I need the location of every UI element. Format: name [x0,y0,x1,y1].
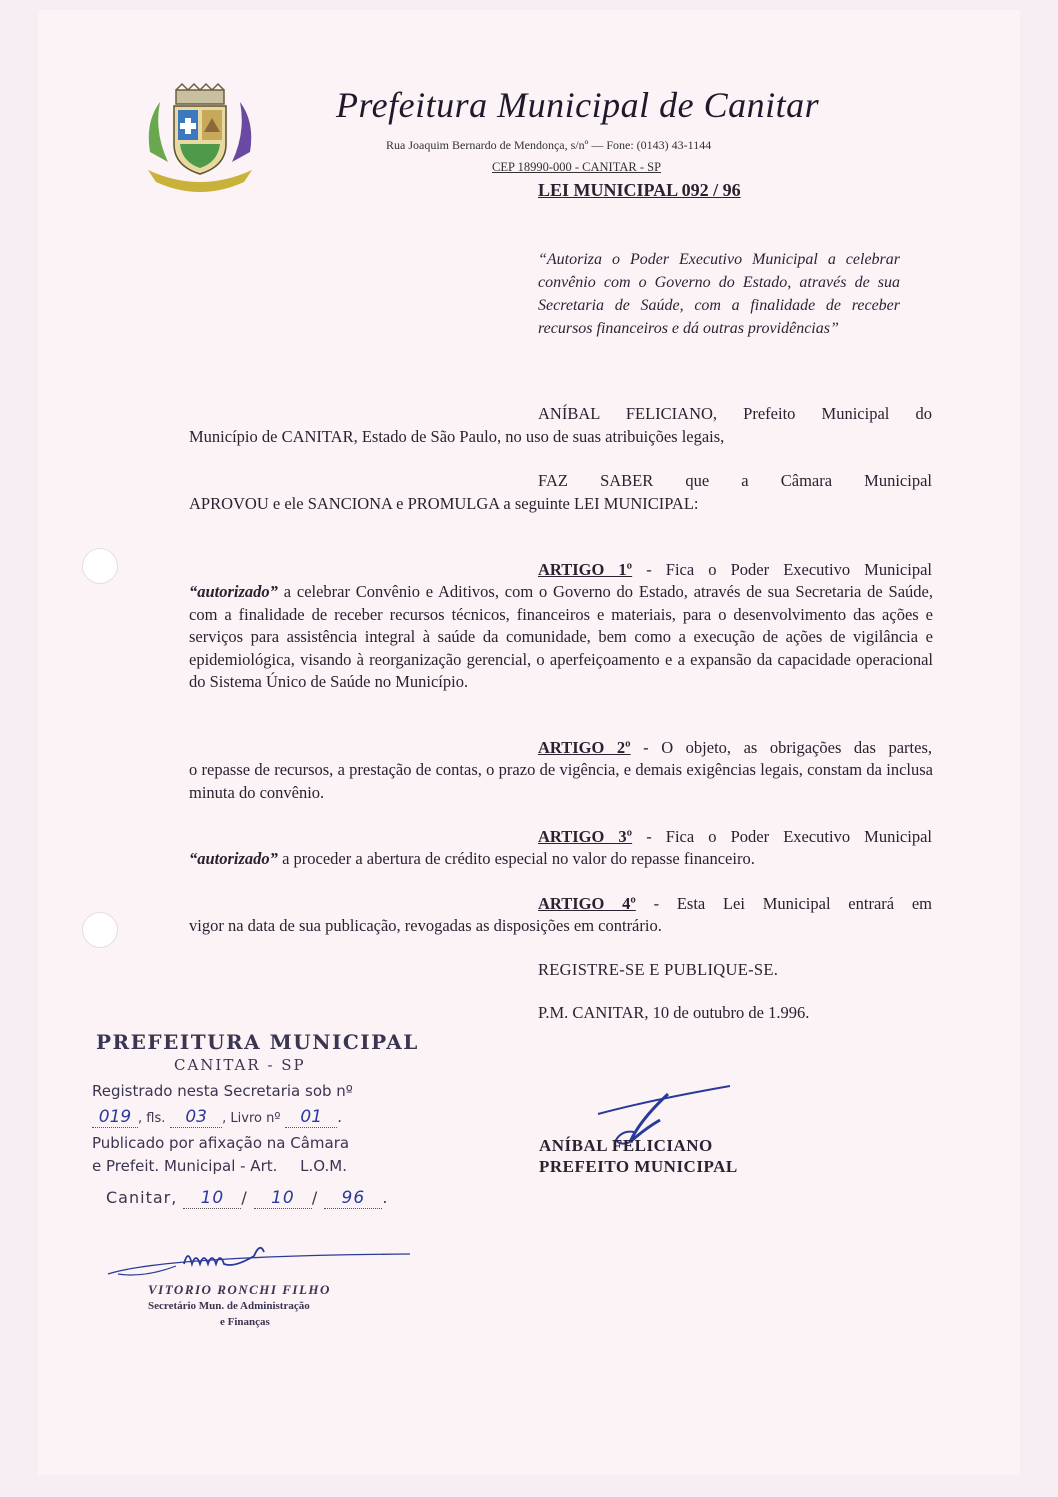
stamp-year: 96 [324,1188,382,1209]
secretary-role-1: Secretário Mun. de Administração [148,1300,310,1312]
article-4-body: vigor na data de sua publicação, revogadas as disposições em contrário. [189,916,662,935]
article-1-rest: a celebrar Convênio e Aditivos, com o Governo do Estado, através de sua Secretaria de Saúde, com a finalidade de receber recursos técnicos, financeiros e materiais, para o desenvolvimento das ações e serviços para assistência integral à saúde da comunidade, bem como a execução de ações de vigilância e epidemiológica, visando à reorganização gerencial, o aperfeiçoamento e a expansão da capacidade operacional do Sistema Único de Saúde no Município. [189,582,933,691]
preamble-line-1: ANÍBAL FELICIANO, Prefeito Municipal do [538,404,932,423]
letterhead-title: Prefeitura Municipal de Canitar [336,85,820,125]
article-4-label: ARTIGO 4º [538,894,636,913]
article-1-first: - Fica o Poder Executivo Municipal [632,560,932,579]
stamp-city-label: Canitar, [106,1188,178,1207]
secretary-role-2: e Finanças [220,1316,270,1328]
registre-publique: REGISTRE-SE E PUBLIQUE-SE. [538,960,779,979]
punch-hole [82,912,118,948]
stamp-month: 10 [254,1188,312,1209]
letterhead-cep: CEP 18990-000 - CANITAR - SP [492,160,662,174]
article-2-body: o repasse de recursos, a prestação de contas, o prazo de vigência, e demais exigências legais, constam da inclusa minuta do convênio. [189,760,933,802]
stamp-registration-line: 019 , fls. 03 , Livro nº 01 . [92,1107,342,1128]
coat-of-arms-icon [140,82,260,202]
law-summary: “Autoriza o Poder Executivo Municipal a celebrar convênio com o Governo do Estado, através de sua Secretaria de Saúde, com a finalidade de receber recursos financeiros e dá outras providências” [538,251,900,337]
article-3-label: ARTIGO 3º [538,827,633,846]
article-2-label: ARTIGO 2º [538,738,631,757]
mayor-role: PREFEITO MUNICIPAL [539,1157,738,1176]
stamp-title: PREFEITURA MUNICIPAL [96,1030,419,1054]
stamp-day: 10 [183,1188,241,1209]
secretary-name: VITORIO RONCHI FILHO [148,1282,331,1297]
stamp-fls-value: 03 [170,1107,222,1128]
stamp-fls-label: , fls. [138,1111,166,1126]
stamp-published-1: Publicado por afixação na Câmara [92,1134,350,1152]
article-2-heading [538,737,932,760]
article-1-heading [538,559,932,582]
article-4-first: - Esta Lei Municipal entrará em [635,894,933,913]
mayor-name: ANÍBAL FELICIANO [539,1136,713,1155]
punch-hole [82,548,118,584]
stamp-published-2 [92,1157,347,1175]
article-1-emphasis: “autorizado” [189,582,278,601]
stamp-lom: L.O.M. [300,1157,347,1175]
stamp-date-line: Canitar, 10 / 10 / 96 . [106,1188,389,1208]
article-2-first: - O objeto, as obrigações das partes, [630,738,933,757]
signing-date: P.M. CANITAR, 10 de outubro de 1.996. [538,1003,810,1022]
faz-saber-line-2: APROVOU e ele SANCIONA e PROMULGA a seguinte LEI MUNICIPAL: [189,494,699,513]
preamble-line-2: Município de CANITAR, Estado de São Paulo, no uso de suas atribuições legais, [189,427,725,446]
article-3-emphasis: “autorizado” [189,849,278,868]
article-3-rest: a proceder a abertura de crédito especial no valor do repasse financeiro. [277,849,755,868]
stamp-subtitle: CANITAR - SP [174,1056,306,1074]
law-number: LEI MUNICIPAL 092 / 96 [538,180,741,200]
stamp-livro-label: , Livro nº [222,1111,281,1126]
secretary-signature-icon [104,1238,414,1284]
stamp-livro-value: 01 [285,1107,337,1128]
letterhead-address: Rua Joaquim Bernardo de Mendonça, s/nº — Fone: (0143) 43-1144 [386,138,712,152]
stamp-registered: Registrado nesta Secretaria sob nº [92,1082,353,1100]
article-3-body [189,848,933,871]
stamp-published-2-text: e Prefeit. Municipal - Art. [92,1157,278,1175]
stamp-reg-number: 019 [92,1107,138,1128]
article-1-body [189,581,933,694]
article-1-label: ARTIGO 1º [538,560,633,579]
article-3-heading [538,826,932,849]
faz-saber-line-1: FAZ SABER que a Câmara Municipal [538,471,932,490]
article-4-heading [538,893,932,916]
article-3-first: - Fica o Poder Executivo Municipal [632,827,932,846]
